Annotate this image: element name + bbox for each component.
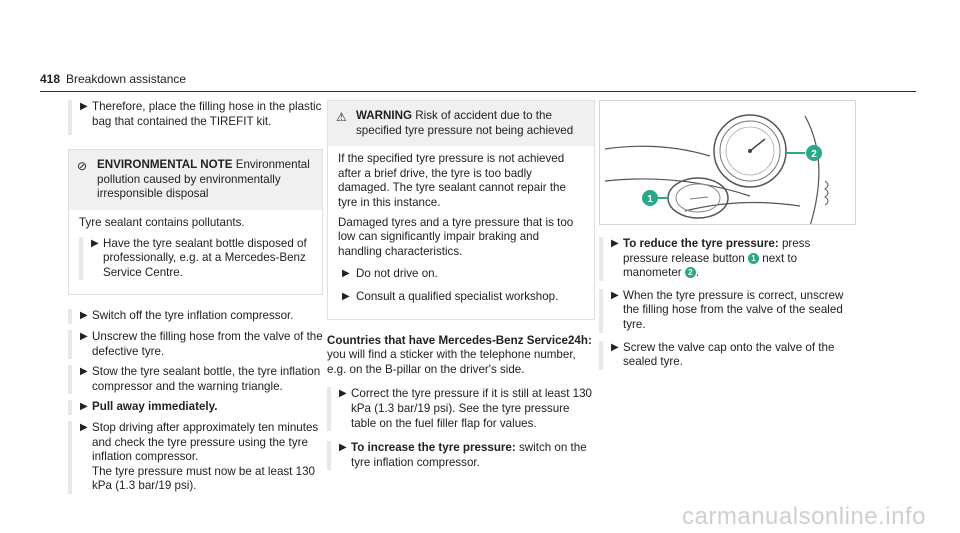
arrow-icon: ▶: [91, 237, 99, 249]
environmental-note-body: Tyre sealant contains pollutants.: [79, 215, 245, 229]
arrow-icon: ▶: [80, 310, 88, 322]
column-middle: [327, 100, 595, 476]
callout-2-marker: 2: [685, 267, 696, 278]
list-item: ▶ To increase the tyre pressure: switch on the tyre inflation compressor.: [327, 441, 595, 470]
warning-paragraph: Damaged tyres and a tyre pressure that is too low can significantly impair braking and handling characteristics.: [338, 215, 574, 258]
compressor-drawing: [600, 101, 856, 225]
list-item: ▶ Consult a qualified specialist workshop.: [342, 289, 559, 303]
column-left: [68, 100, 323, 500]
arrow-icon: ▶: [611, 289, 619, 301]
manometer-illustration: [599, 100, 856, 225]
arrow-icon: ▶: [80, 101, 88, 112]
list-item: ▶ Have the tyre sealant bottle disposed of professionally, e.g. at a Mercedes-Benz Service Centre.: [79, 237, 312, 281]
environmental-note-box: [68, 149, 323, 295]
warning-paragraph: If the specified tyre pressure is not achieved after a brief drive, the tyre is too badly damaged. The tyre sealant cannot repair the tyre in this instance.: [338, 152, 566, 209]
arrow-icon: ▶: [611, 341, 619, 353]
arrow-icon: ▶: [611, 238, 619, 249]
warning-triangle-icon: ⚠: [336, 110, 347, 124]
warning-header: ⚠ WARNING Risk of accident due to the specified tyre pressure not being achieved: [328, 101, 594, 146]
watermark-text: carmanualsonline.info: [682, 503, 926, 531]
arrow-icon: ▶: [80, 330, 88, 342]
list-item: ▶ Unscrew the filling hose from the valve of the defective tyre.: [68, 330, 323, 359]
list-item: ▶ Therefore, place the filling hose in the plastic bag that contained the TIREFIT kit.: [68, 100, 323, 135]
section-title: Breakdown assistance: [66, 72, 187, 86]
arrow-icon: ▶: [80, 401, 88, 413]
list-item: ▶ Stow the tyre sealant bottle, the tyre inflation compressor and the warning triangle.: [68, 365, 323, 394]
warning-box: [327, 100, 595, 320]
arrow-icon: ▶: [342, 268, 350, 280]
column-right: [599, 100, 856, 376]
callout-1-marker: 1: [748, 253, 759, 264]
arrow-icon: ▶: [80, 421, 88, 433]
svg-text:2: 2: [811, 149, 817, 160]
list-item: ▶ Correct the tyre pressure if it is still at least 130 kPa (1.3 bar/19 psi). See the tyre pressure table on the fuel filler flap for values.: [327, 387, 595, 431]
page-header: [40, 72, 916, 92]
arrow-icon: ▶: [339, 442, 347, 454]
arrow-icon: ▶: [342, 290, 350, 302]
environmental-note-label: ENVIRONMENTAL NOTE: [97, 158, 233, 172]
svg-text:1: 1: [647, 194, 653, 205]
list-item: ▶ To reduce the tyre pressure: press pressure release button 1 next to manometer 2 .: [599, 237, 856, 281]
warning-label: WARNING: [356, 109, 413, 122]
list-item: ▶ When the tyre pressure is correct, unscrew the filling hose from the valve of the sealed tyre.: [599, 289, 856, 333]
list-item: ▶ Screw the valve cap onto the valve of the sealed tyre.: [599, 341, 856, 370]
list-item: ▶ Pull away immediately.: [68, 400, 323, 415]
environmental-note-header: ⊘ ENVIRONMENTAL NOTE Environmental pollution caused by environmentally irresponsible disposal: [69, 150, 322, 210]
list-item: ▶ Switch off the tyre inflation compressor.: [68, 309, 323, 324]
page-number: 418: [40, 72, 61, 86]
list-item: ▶ Stop driving after approximately ten minutes and check the tyre pressure using the tyre inflation compressor. The tyre pressure must now be at least 130 kPa (1.3 bar/19 psi).: [68, 421, 323, 494]
list-item: ▶ Do not drive on.: [342, 267, 438, 281]
arrow-icon: ▶: [339, 388, 347, 400]
countries-paragraph: Countries that have Mercedes-Benz Service24h: you will find a sticker with the telephone number, e.g. on the B-pillar on the driver's side.: [327, 333, 592, 376]
no-entry-icon: ⊘: [77, 159, 88, 174]
arrow-icon: ▶: [80, 366, 88, 378]
